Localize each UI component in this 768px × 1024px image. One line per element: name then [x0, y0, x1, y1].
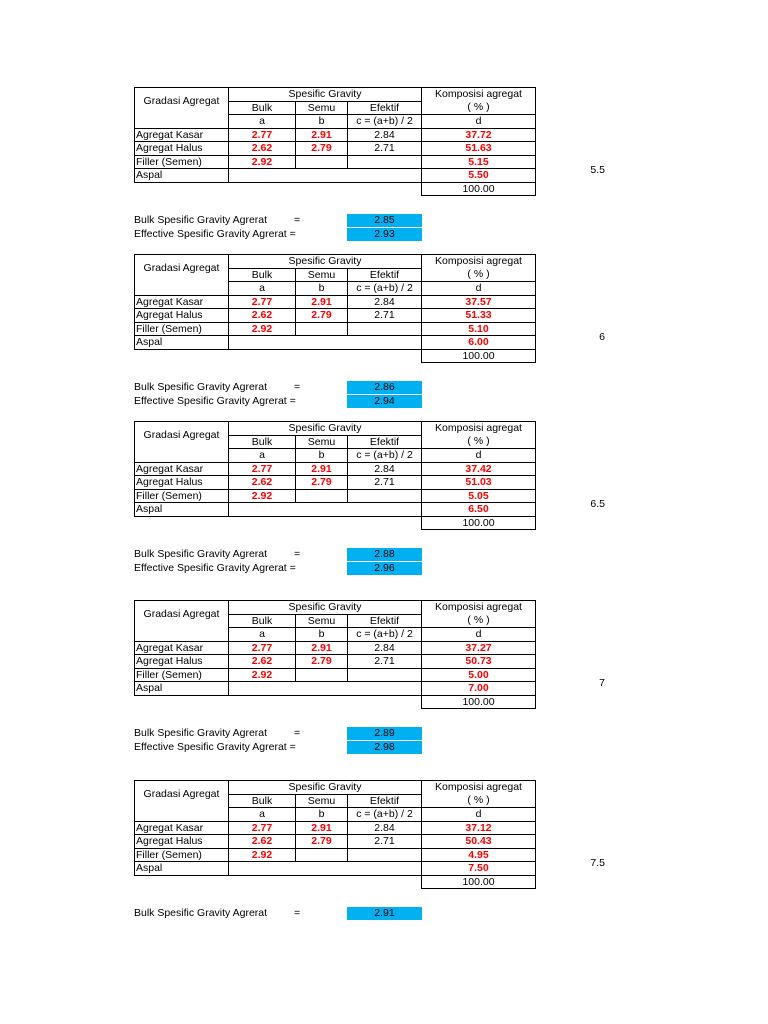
cell-semu[interactable]: 2.79 — [296, 309, 348, 323]
table-row — [135, 155, 536, 169]
col-b-header: b — [296, 115, 348, 129]
cell-bulk[interactable]: 2.62 — [229, 309, 296, 323]
cell-aspal-empty[interactable] — [229, 503, 422, 517]
cell-semu[interactable]: 2.79 — [296, 476, 348, 490]
col-d-header: d — [422, 115, 536, 129]
header-row-1 — [135, 255, 536, 269]
cell-total[interactable]: 100.00 — [422, 695, 536, 709]
col-a-header: a — [229, 282, 296, 296]
cell-aspal-komposisi[interactable]: 5.50 — [422, 169, 536, 183]
header-row-1 — [135, 601, 536, 615]
komposisi-header: Komposisi agregat — [422, 88, 536, 102]
table-row — [135, 142, 536, 156]
cell-aspal-komposisi[interactable]: 7.00 — [422, 682, 536, 696]
cell-komposisi[interactable]: 5.00 — [422, 668, 536, 682]
cell-bulk[interactable]: 2.77 — [229, 295, 296, 309]
cell-bulk[interactable]: 2.77 — [229, 128, 296, 142]
col-d-header: d — [422, 808, 536, 822]
specific-gravity-table — [134, 421, 536, 530]
table-row — [135, 641, 536, 655]
row-label-filler: Filler (Semen) — [135, 848, 229, 862]
specific-gravity-header: Spesific Gravity — [229, 88, 422, 102]
effective-sg-label: Effective Spesific Gravity Agrerat = — [134, 395, 296, 407]
cell-efektif-empty[interactable] — [348, 668, 422, 682]
cell-komposisi[interactable]: 37.72 — [422, 128, 536, 142]
cell-bulk[interactable]: 2.92 — [229, 848, 296, 862]
col-b-header: b — [296, 449, 348, 463]
col-d-header: d — [422, 628, 536, 642]
header-row-1 — [135, 422, 536, 436]
specific-gravity-header: Spesific Gravity — [229, 422, 422, 436]
cell-total[interactable]: 100.00 — [422, 875, 536, 889]
asphalt-content-value[interactable]: 7.5 — [590, 857, 605, 869]
effective-sg-label: Effective Spesific Gravity Agrerat = — [134, 562, 296, 574]
gradasi-header: Gradasi Agregat — [135, 88, 229, 115]
row-label-halus: Agregat Halus — [135, 476, 229, 490]
cell-komposisi[interactable]: 37.27 — [422, 641, 536, 655]
col-a-header: a — [229, 628, 296, 642]
efektif-header: Efektif — [348, 268, 422, 282]
cell-efektif[interactable]: 2.84 — [348, 641, 422, 655]
table-row — [135, 655, 536, 669]
col-d-header: d — [422, 449, 536, 463]
komposisi-header: Komposisi agregat — [422, 255, 536, 269]
gradasi-header: Gradasi Agregat — [135, 781, 229, 808]
equals-sign: = — [294, 727, 301, 739]
row-label-aspal: Aspal — [135, 862, 229, 876]
table-row — [135, 336, 536, 350]
row-label-filler: Filler (Semen) — [135, 322, 229, 336]
cell-aspal-empty[interactable] — [229, 862, 422, 876]
cell-aspal-empty[interactable] — [229, 336, 422, 350]
table-row — [135, 169, 536, 183]
cell-komposisi[interactable]: 50.43 — [422, 835, 536, 849]
col-c-header: c = (a+b) / 2 — [348, 282, 422, 296]
semu-header: Semu — [296, 794, 348, 808]
header-row-3 — [135, 628, 536, 642]
row-label-filler: Filler (Semen) — [135, 489, 229, 503]
header-row-1 — [135, 88, 536, 102]
gradasi-header: Gradasi Agregat — [135, 601, 229, 628]
cell-bulk[interactable]: 2.77 — [229, 641, 296, 655]
header-row-3 — [135, 449, 536, 463]
cell-total[interactable]: 100.00 — [422, 182, 536, 196]
cell-komposisi[interactable]: 37.57 — [422, 295, 536, 309]
bulk-header: Bulk — [229, 268, 296, 282]
effective-sg-value[interactable]: 2.98 — [347, 741, 422, 754]
bulk-header: Bulk — [229, 614, 296, 628]
cell-semu[interactable]: 2.79 — [296, 142, 348, 156]
bulk-header: Bulk — [229, 794, 296, 808]
table-row — [135, 503, 536, 517]
bulk-header: Bulk — [229, 435, 296, 449]
table-row — [135, 462, 536, 476]
row-label-kasar: Agregat Kasar — [135, 295, 229, 309]
cell-semu[interactable]: 2.79 — [296, 655, 348, 669]
equals-sign: = — [294, 214, 301, 226]
col-b-header: b — [296, 282, 348, 296]
cell-semu[interactable]: 2.91 — [296, 821, 348, 835]
col-c-header: c = (a+b) / 2 — [348, 628, 422, 642]
asphalt-content-value[interactable]: 5.5 — [590, 164, 605, 176]
specific-gravity-table — [134, 600, 536, 709]
row-label-aspal: Aspal — [135, 682, 229, 696]
equals-sign: = — [294, 381, 301, 393]
cell-bulk[interactable]: 2.77 — [229, 462, 296, 476]
semu-header: Semu — [296, 614, 348, 628]
cell-komposisi[interactable]: 37.12 — [422, 821, 536, 835]
total-row — [135, 349, 536, 363]
cell-semu-empty[interactable] — [296, 489, 348, 503]
row-label-halus: Agregat Halus — [135, 835, 229, 849]
cell-efektif[interactable]: 2.84 — [348, 821, 422, 835]
cell-komposisi[interactable]: 51.33 — [422, 309, 536, 323]
komposisi-header: Komposisi agregat — [422, 781, 536, 795]
bulk-sg-value[interactable]: 2.86 — [347, 381, 422, 394]
gradasi-header: Gradasi Agregat — [135, 422, 229, 449]
table-row — [135, 682, 536, 696]
row-label-kasar: Agregat Kasar — [135, 641, 229, 655]
efektif-header: Efektif — [348, 435, 422, 449]
effective-sg-value[interactable]: 2.96 — [347, 562, 422, 575]
asphalt-content-value[interactable]: 6 — [599, 331, 605, 343]
header-row-3 — [135, 808, 536, 822]
bulk-sg-value[interactable]: 2.91 — [347, 907, 422, 920]
cell-semu-empty[interactable] — [296, 155, 348, 169]
specific-gravity-header: Spesific Gravity — [229, 601, 422, 615]
cell-bulk[interactable]: 2.62 — [229, 655, 296, 669]
gradasi-header: Gradasi Agregat — [135, 255, 229, 282]
col-c-header: c = (a+b) / 2 — [348, 808, 422, 822]
row-label-aspal: Aspal — [135, 169, 229, 183]
cell-komposisi[interactable]: 5.10 — [422, 322, 536, 336]
specific-gravity-table — [134, 780, 536, 889]
cell-komposisi[interactable]: 50.73 — [422, 655, 536, 669]
percent-header: ( % ) — [422, 101, 536, 115]
row-label-kasar: Agregat Kasar — [135, 821, 229, 835]
cell-efektif[interactable]: 2.84 — [348, 128, 422, 142]
specific-gravity-table — [134, 87, 536, 196]
table-row — [135, 862, 536, 876]
cell-efektif[interactable]: 2.71 — [348, 309, 422, 323]
col-a-header: a — [229, 808, 296, 822]
asphalt-content-value[interactable]: 6.5 — [590, 498, 605, 510]
col-c-header: c = (a+b) / 2 — [348, 115, 422, 129]
bulk-sg-label: Bulk Spesific Gravity Agrerat — [134, 381, 268, 393]
table-row — [135, 668, 536, 682]
bulk-header: Bulk — [229, 101, 296, 115]
semu-header: Semu — [296, 435, 348, 449]
bulk-sg-label: Bulk Spesific Gravity Agrerat — [134, 214, 268, 226]
percent-header: ( % ) — [422, 435, 536, 449]
specific-gravity-table — [134, 254, 536, 363]
row-label-kasar: Agregat Kasar — [135, 128, 229, 142]
cell-aspal-komposisi[interactable]: 6.50 — [422, 503, 536, 517]
cell-bulk[interactable]: 2.92 — [229, 668, 296, 682]
effective-sg-value[interactable]: 2.94 — [347, 395, 422, 408]
efektif-header: Efektif — [348, 101, 422, 115]
effective-sg-label: Effective Spesific Gravity Agrerat = — [134, 741, 296, 753]
cell-efektif[interactable]: 2.71 — [348, 142, 422, 156]
bulk-sg-label: Bulk Spesific Gravity Agrerat — [134, 548, 268, 560]
cell-efektif[interactable]: 2.71 — [348, 835, 422, 849]
col-a-header: a — [229, 449, 296, 463]
cell-efektif[interactable]: 2.71 — [348, 476, 422, 490]
cell-efektif-empty[interactable] — [348, 848, 422, 862]
col-d-header: d — [422, 282, 536, 296]
cell-komposisi[interactable]: 37.42 — [422, 462, 536, 476]
cell-efektif[interactable]: 2.84 — [348, 462, 422, 476]
total-row — [135, 182, 536, 196]
cell-efektif-empty[interactable] — [348, 489, 422, 503]
cell-bulk[interactable]: 2.62 — [229, 835, 296, 849]
table-row — [135, 489, 536, 503]
cell-bulk[interactable]: 2.92 — [229, 489, 296, 503]
cell-bulk[interactable]: 2.77 — [229, 821, 296, 835]
specific-gravity-header: Spesific Gravity — [229, 255, 422, 269]
equals-sign: = — [294, 907, 301, 919]
cell-komposisi[interactable]: 5.15 — [422, 155, 536, 169]
cell-semu-empty[interactable] — [296, 668, 348, 682]
row-label-filler: Filler (Semen) — [135, 155, 229, 169]
cell-bulk[interactable]: 2.92 — [229, 155, 296, 169]
cell-komposisi[interactable]: 51.63 — [422, 142, 536, 156]
percent-header: ( % ) — [422, 614, 536, 628]
cell-komposisi[interactable]: 4.95 — [422, 848, 536, 862]
efektif-header: Efektif — [348, 614, 422, 628]
komposisi-header: Komposisi agregat — [422, 422, 536, 436]
cell-semu[interactable]: 2.91 — [296, 641, 348, 655]
komposisi-header: Komposisi agregat — [422, 601, 536, 615]
semu-header: Semu — [296, 268, 348, 282]
table-row — [135, 128, 536, 142]
col-a-header: a — [229, 115, 296, 129]
table-row — [135, 835, 536, 849]
header-row-3 — [135, 115, 536, 129]
bulk-sg-label: Bulk Spesific Gravity Agrerat — [134, 907, 268, 919]
col-c-header: c = (a+b) / 2 — [348, 449, 422, 463]
table-row — [135, 322, 536, 336]
cell-aspal-komposisi[interactable]: 7.50 — [422, 862, 536, 876]
cell-bulk[interactable]: 2.62 — [229, 476, 296, 490]
col-b-header: b — [296, 628, 348, 642]
cell-bulk[interactable]: 2.62 — [229, 142, 296, 156]
cell-aspal-komposisi[interactable]: 6.00 — [422, 336, 536, 350]
cell-efektif[interactable]: 2.84 — [348, 295, 422, 309]
cell-komposisi[interactable]: 5.05 — [422, 489, 536, 503]
percent-header: ( % ) — [422, 268, 536, 282]
bulk-sg-value[interactable]: 2.89 — [347, 727, 422, 740]
efektif-header: Efektif — [348, 794, 422, 808]
row-label-aspal: Aspal — [135, 503, 229, 517]
cell-efektif-empty[interactable] — [348, 322, 422, 336]
row-label-filler: Filler (Semen) — [135, 668, 229, 682]
cell-semu-empty[interactable] — [296, 848, 348, 862]
semu-header: Semu — [296, 101, 348, 115]
asphalt-content-value[interactable]: 7 — [599, 677, 605, 689]
cell-semu[interactable]: 2.79 — [296, 835, 348, 849]
cell-semu[interactable]: 2.91 — [296, 128, 348, 142]
cell-aspal-empty[interactable] — [229, 169, 422, 183]
cell-aspal-empty[interactable] — [229, 682, 422, 696]
cell-efektif[interactable]: 2.71 — [348, 655, 422, 669]
table-row — [135, 848, 536, 862]
bulk-sg-value[interactable]: 2.88 — [347, 548, 422, 561]
specific-gravity-header: Spesific Gravity — [229, 781, 422, 795]
row-label-halus: Agregat Halus — [135, 655, 229, 669]
col-b-header: b — [296, 808, 348, 822]
cell-bulk[interactable]: 2.92 — [229, 322, 296, 336]
cell-total[interactable]: 100.00 — [422, 516, 536, 530]
table-row — [135, 476, 536, 490]
cell-efektif-empty[interactable] — [348, 155, 422, 169]
row-label-halus: Agregat Halus — [135, 142, 229, 156]
row-label-halus: Agregat Halus — [135, 309, 229, 323]
row-label-kasar: Agregat Kasar — [135, 462, 229, 476]
cell-semu[interactable]: 2.91 — [296, 462, 348, 476]
percent-header: ( % ) — [422, 794, 536, 808]
total-row — [135, 516, 536, 530]
effective-sg-label: Effective Spesific Gravity Agrerat = — [134, 228, 296, 240]
cell-total[interactable]: 100.00 — [422, 349, 536, 363]
cell-komposisi[interactable]: 51.03 — [422, 476, 536, 490]
equals-sign: = — [294, 548, 301, 560]
table-row — [135, 821, 536, 835]
bulk-sg-value[interactable]: 2.85 — [347, 214, 422, 227]
bulk-sg-label: Bulk Spesific Gravity Agrerat — [134, 727, 268, 739]
cell-semu[interactable]: 2.91 — [296, 295, 348, 309]
table-row — [135, 309, 536, 323]
row-label-aspal: Aspal — [135, 336, 229, 350]
total-row — [135, 875, 536, 889]
total-row — [135, 695, 536, 709]
header-row-3 — [135, 282, 536, 296]
effective-sg-value[interactable]: 2.93 — [347, 228, 422, 241]
cell-semu-empty[interactable] — [296, 322, 348, 336]
header-row-1 — [135, 781, 536, 795]
table-row — [135, 295, 536, 309]
